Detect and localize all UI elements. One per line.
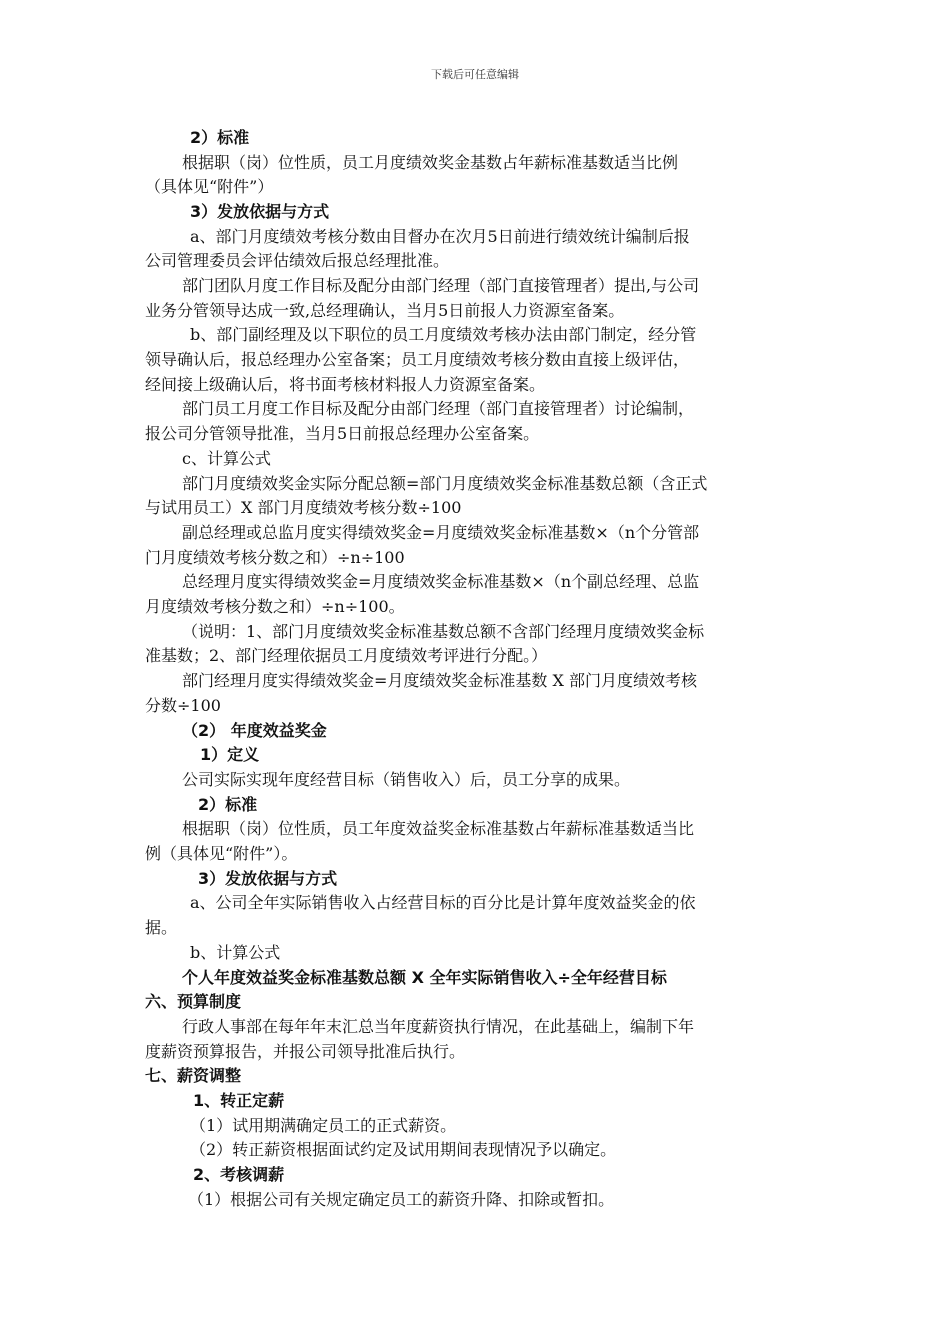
page-header: 下载后可任意编辑: [431, 68, 519, 81]
paragraph-line: a、公司全年实际销售收入占经营目标的百分比是计算年度效益奖金的依: [190, 893, 696, 912]
paragraph-line: 月度绩效考核分数之和）÷n÷100。: [145, 597, 405, 616]
paragraph-line: 部门员工月度工作目标及配分由部门经理（部门直接管理者）讨论编制，: [182, 399, 695, 418]
paragraph-line: b、计算公式: [190, 943, 281, 962]
paragraph-line: 副总经理或总监月度实得绩效奖金=月度绩效奖金标准基数×（n个分管部: [182, 523, 700, 542]
heading-appraisal-adjustment: 2、考核调薪: [193, 1165, 285, 1184]
paragraph-line: 业务分管领导达成一致,总经理确认，当月5日前报人力资源室备案。: [145, 301, 625, 320]
heading-annual-bonus: （2） 年度效益奖金: [182, 721, 327, 740]
paragraph-line: （说明：1、部门月度绩效奖金标准基数总额不含部门经理月度绩效奖金标: [182, 622, 705, 641]
paragraph-line: 根据职（岗）位性质，员工年度效益奖金标准基数占年薪标准基数适当比: [182, 819, 695, 838]
paragraph-line: 例（具体见“附件”）。: [145, 844, 298, 863]
paragraph-line: 门月度绩效考核分数之和）÷n÷100: [145, 548, 405, 567]
heading-basis-method: 3）发放依据与方式: [190, 202, 330, 221]
heading-standard: 2）标准: [190, 128, 250, 147]
paragraph-line: 报公司分管领导批准，当月5日前报总经理办公室备案。: [145, 424, 540, 443]
paragraph-line: a、部门月度绩效考核分数由目督办在次月5日前进行绩效统计编制后报: [190, 227, 690, 246]
paragraph-line: 分数÷100: [145, 696, 221, 715]
section-heading-salary-adjustment: 七、薪资调整: [145, 1066, 242, 1085]
paragraph-line: 与试用员工）X 部门月度绩效考核分数÷100: [145, 498, 462, 517]
paragraph-line: （具体见“附件”）: [145, 177, 274, 196]
paragraph-line: 部门经理月度实得绩效奖金=月度绩效奖金标准基数 X 部门月度绩效考核: [182, 671, 697, 690]
paragraph-line: 领导确认后，报总经理办公室备案；员工月度绩效考核分数由直接上级评估，: [145, 350, 690, 369]
paragraph-line: c、计算公式: [182, 449, 271, 468]
paragraph-line: （2）转正薪资根据面试约定及试用期间表现情况予以确定。: [190, 1140, 617, 1159]
paragraph-line: 部门月度绩效奖金实际分配总额=部门月度绩效奖金标准基数总额（含正式: [182, 474, 708, 493]
heading-basis-method: 3）发放依据与方式: [198, 869, 338, 888]
paragraph-line: （1）根据公司有关规定确定员工的薪资升降、扣除或暂扣。: [188, 1190, 615, 1209]
paragraph-line: 总经理月度实得绩效奖金=月度绩效奖金标准基数×（n个副总经理、总监: [182, 572, 700, 591]
heading-definition: 1）定义: [200, 745, 260, 764]
paragraph-line: 行政人事部在每年年末汇总当年度薪资执行情况，在此基础上，编制下年: [182, 1017, 695, 1036]
paragraph-line: （1）试用期满确定员工的正式薪资。: [190, 1116, 457, 1135]
paragraph-line: b、部门副经理及以下职位的员工月度绩效考核办法由部门制定，经分管: [190, 325, 697, 344]
paragraph-line: 度薪资预算报告，并报公司领导批准后执行。: [145, 1042, 466, 1061]
formula-line: 个人年度效益奖金标准基数总额 X 全年实际销售收入÷全年经营目标: [182, 968, 667, 987]
paragraph-line: 准基数；2、部门经理依据员工月度绩效考评进行分配。）: [145, 646, 548, 665]
paragraph-line: 公司管理委员会评估绩效后报总经理批准。: [145, 251, 450, 270]
paragraph-line: 据。: [145, 918, 178, 937]
heading-standard: 2）标准: [198, 795, 258, 814]
heading-confirmation-salary: 1、转正定薪: [193, 1091, 285, 1110]
paragraph-line: 部门团队月度工作目标及配分由部门经理（部门直接管理者）提出,与公司: [182, 276, 700, 295]
paragraph-line: 公司实际实现年度经营目标（销售收入）后，员工分享的成果。: [182, 770, 631, 789]
paragraph-line: 经间接上级确认后，将书面考核材料报人力资源室备案。: [145, 375, 546, 394]
section-heading-budget: 六、预算制度: [145, 992, 242, 1011]
paragraph-line: 根据职（岗）位性质，员工月度绩效奖金基数占年薪标准基数适当比例: [182, 153, 679, 172]
